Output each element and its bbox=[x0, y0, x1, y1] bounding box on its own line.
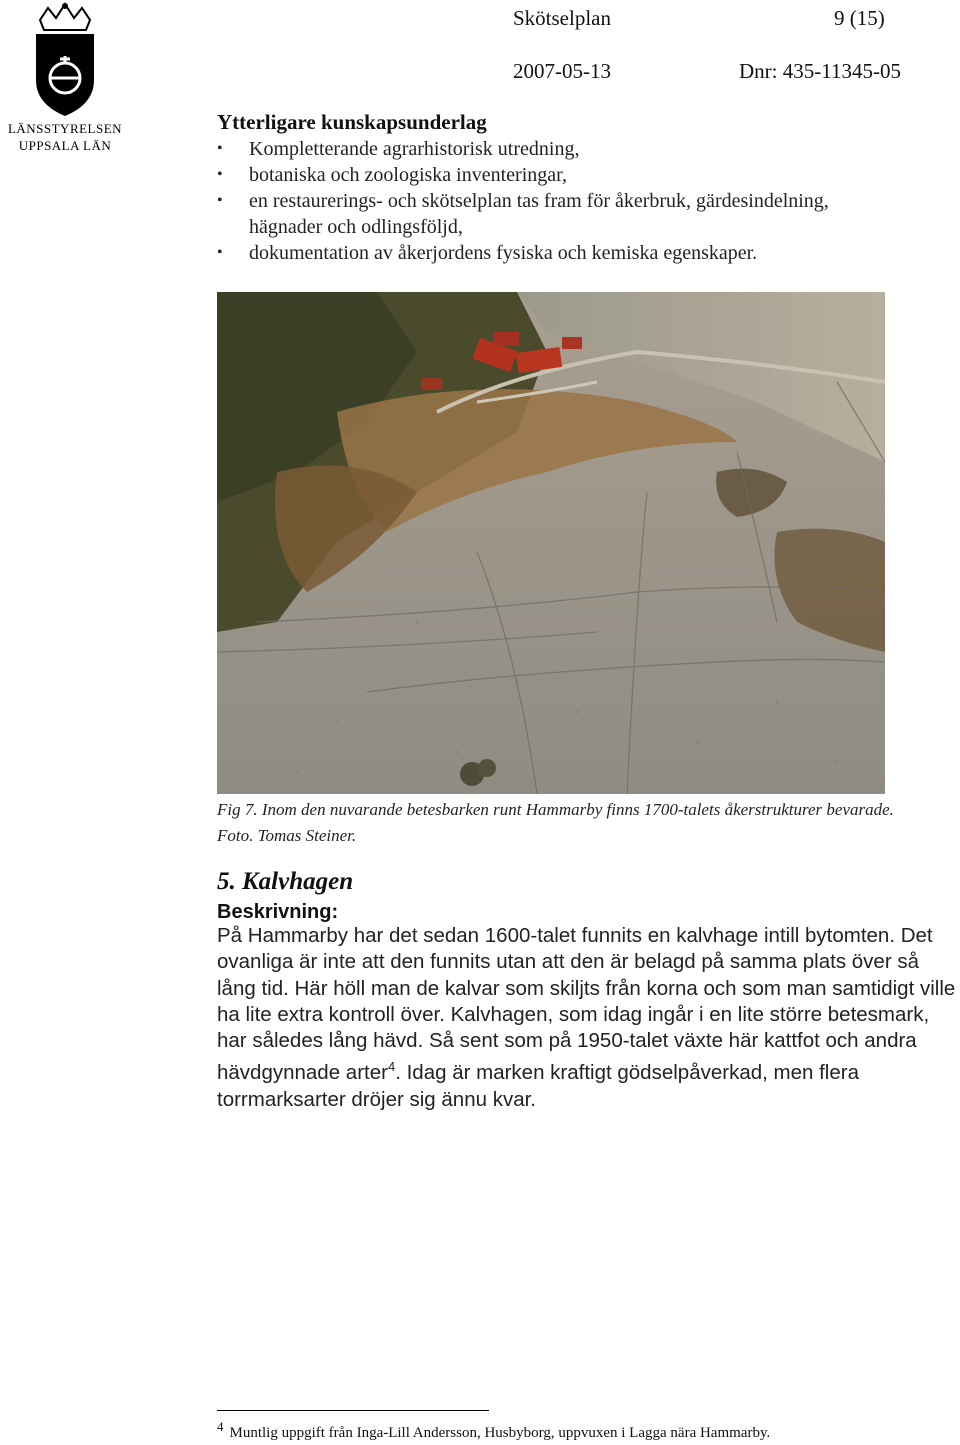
document-date: 2007-05-13 bbox=[513, 59, 611, 83]
footnote bbox=[217, 1419, 770, 1442]
logo-line-2: UPPSALA LÄN bbox=[18, 138, 112, 153]
list-item: • botaniska och zoologiska inventeringar, bbox=[217, 162, 937, 188]
list-item-continuation: hägnader och odlingsföljd, bbox=[249, 216, 463, 238]
lansstyrelsen-logo bbox=[0, 0, 130, 160]
logo-line-1: LÄNSSTYRELSEN bbox=[7, 121, 123, 136]
list-item: • dokumentation av åkerjordens fysiska och kemiska egenskaper. bbox=[217, 240, 937, 266]
document-title: Skötselplan bbox=[513, 6, 611, 30]
list-item: • Kompletterande agrarhistorisk utredning, bbox=[217, 136, 937, 162]
footnote-number: 4 bbox=[217, 1419, 224, 1434]
footnote-divider bbox=[217, 1410, 489, 1411]
section-title-kalvhagen: 5. Kalvhagen bbox=[217, 868, 354, 895]
document-reference: Dnr: 435-11345-05 bbox=[739, 59, 901, 83]
footnote-text: Muntlig uppgift från Inga-Lill Andersson, Husbyborg, uppvuxen i Lagga nära Hammarby. bbox=[229, 1425, 771, 1441]
section-heading-more-knowledge: Ytterligare kunskapsunderlag bbox=[217, 110, 487, 134]
section-body bbox=[217, 923, 960, 1113]
crown-orb-emblem-icon bbox=[0, 0, 130, 120]
aerial-photo-hammarby bbox=[217, 292, 885, 794]
figure-caption: Fig 7. Inom den nuvarande betesbarken runt Hammarby finns 1700-talets åkerstrukturer bevarade. Foto. Tomas Steiner. bbox=[217, 800, 894, 845]
knowledge-list bbox=[217, 136, 937, 266]
page-number: 9 (15) bbox=[834, 6, 885, 30]
footnote-reference[interactable]: 4 bbox=[387, 1059, 396, 1075]
body-text-part-1: På Hammarby har det sedan 1600-talet funnits en kalvhage intill bytomten. Det ovanliga är inte att den funnits utan att den är belagd på samma plats över så lång tid. Här höll man de kalvar som skiljts från korna och som man samtidigt ville ha lite extra kontroll över. Kalvhagen, som idag ingår i en lite större betesmark, har således lång hävd. Så sent som på 1950-talet växte här kattfot och andra hävdgynnade arter bbox=[217, 924, 956, 1085]
body-text-part-2: . Idag är marken kraftigt gödselpåverkad, men flera torrmarksarter dröjer sig ännu kvar. bbox=[217, 1061, 859, 1111]
list-item: • en restaurerings- och skötselplan tas fram för åkerbruk, gärdesindelning, bbox=[217, 188, 937, 214]
description-label: Beskrivning: bbox=[217, 901, 339, 923]
